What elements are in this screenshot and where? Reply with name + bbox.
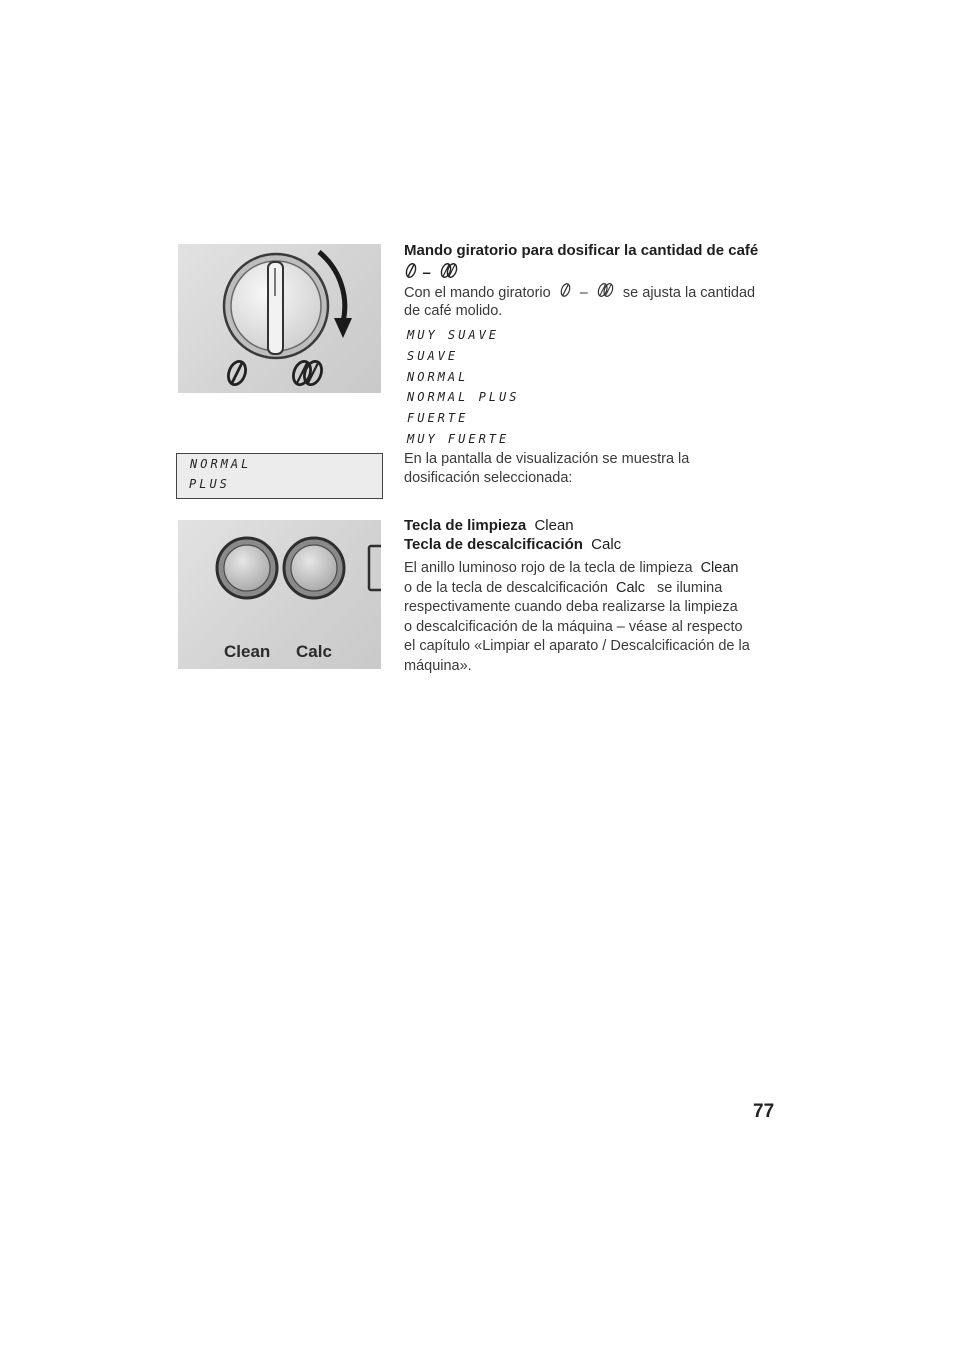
photo-calc-label: Calc <box>296 642 332 661</box>
level-item: MUY FUERTE <box>407 431 510 446</box>
clean-line-1-text: El anillo luminoso rojo de la tecla de limpieza <box>404 560 693 576</box>
display-text-1: En la pantalla de visualización se muestra la <box>404 451 690 467</box>
heading-symbols <box>404 262 459 280</box>
clean-line-2-key: Calc <box>615 579 645 596</box>
single-bean-icon <box>224 358 250 393</box>
calc-heading <box>404 536 621 553</box>
clean-paragraph <box>404 559 784 676</box>
level-list <box>407 325 519 450</box>
dial-intro-line-2: de café molido. <box>404 303 503 319</box>
clean-heading-text: Tecla de limpieza <box>404 517 527 534</box>
clean-line-3: respectivamente cuando deba realizarse la limpieza <box>404 599 738 615</box>
heading-dash: – <box>422 264 435 282</box>
level-item: NORMAL PLUS <box>407 390 520 405</box>
double-bean-icon <box>290 358 326 393</box>
clean-line-2-end: se ilumina <box>657 579 723 596</box>
photo-clean-label: Clean <box>224 642 271 661</box>
buttons-illustration <box>178 520 381 669</box>
clean-line-1 <box>404 559 784 579</box>
intro-text-1: Con el mando giratorio <box>404 285 551 302</box>
intro-dash: – <box>579 285 588 302</box>
single-bean-icon <box>404 262 418 284</box>
buttons-photo <box>178 520 381 669</box>
level-item: MUY SUAVE <box>407 328 500 342</box>
double-bean-icon <box>596 282 615 305</box>
lcd-display <box>176 453 383 499</box>
intro-text-2: se ajusta la cantidad <box>622 285 756 302</box>
dial-photo <box>178 244 381 393</box>
display-text-2: dosificación seleccionada: <box>404 470 573 486</box>
lcd-line-1: NORMAL <box>190 457 252 471</box>
calc-key-label: Calc <box>591 536 622 553</box>
lcd-line-2: PLUS <box>189 477 230 491</box>
double-bean-icon <box>439 262 459 284</box>
clean-line-6: máquina». <box>404 657 472 674</box>
dial-heading: Mando giratorio para dosificar la cantidad de café <box>404 242 759 259</box>
clean-line-2-text: o de la tecla de descalcificación <box>404 579 608 596</box>
single-bean-icon <box>559 282 572 305</box>
clean-line-4: o descalcificación de la máquina – véase al respecto <box>404 618 743 635</box>
dial-illustration <box>178 244 381 393</box>
clean-heading <box>404 517 574 534</box>
clean-line-1-key: Clean <box>700 560 739 576</box>
clean-line-2 <box>404 579 784 599</box>
calc-heading-text: Tecla de descalcificación <box>404 536 583 553</box>
level-item: FUERTE <box>407 411 469 426</box>
level-item: NORMAL <box>407 369 469 384</box>
clean-line-5: el capítulo «Limpiar el aparato / Descalcificación de la <box>404 638 750 654</box>
clean-key-label: Clean <box>534 517 574 534</box>
page-number: 77 <box>753 1101 775 1122</box>
level-item: SUAVE <box>407 348 459 363</box>
